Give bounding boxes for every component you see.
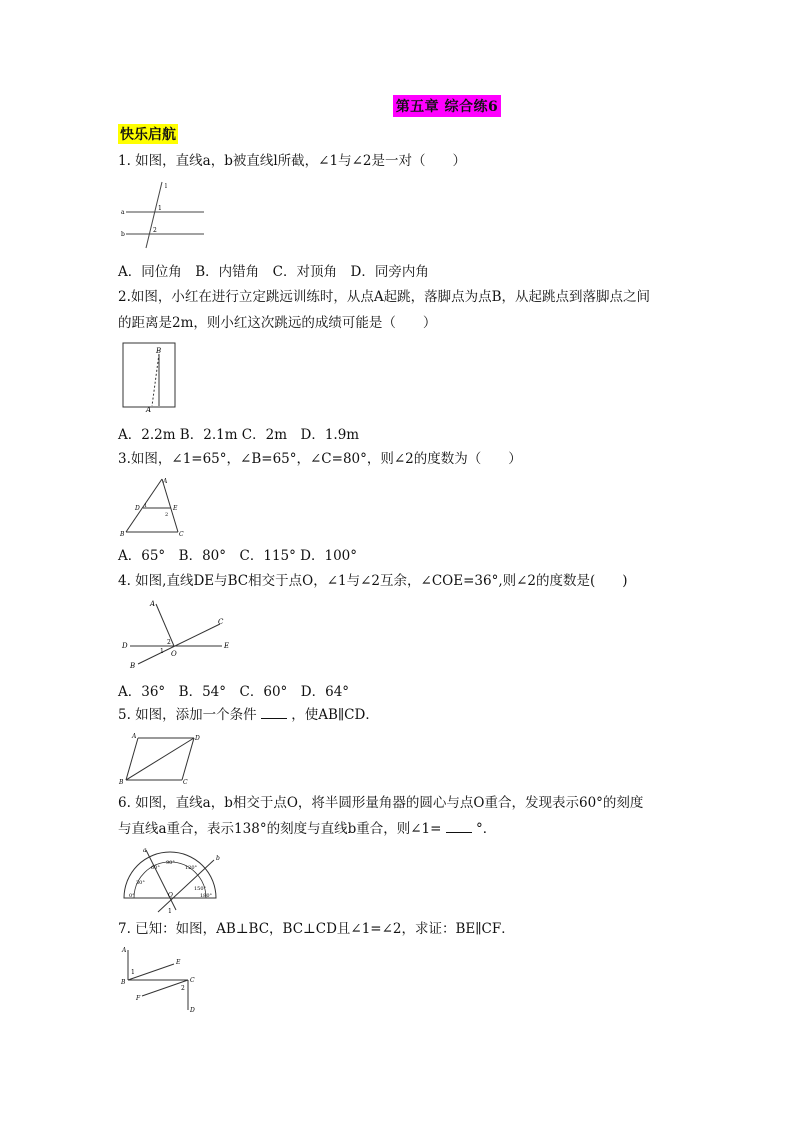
fig6-label-30: 30°: [136, 880, 145, 886]
question-6-stem-line2-pre: 与直线a重合，表示138°的刻度与直线b重合，则∠1=: [118, 821, 442, 837]
fig7-label-E: E: [176, 959, 181, 966]
question-5-blank[interactable]: [261, 706, 287, 719]
fig4-label-E: E: [224, 642, 230, 650]
question-4-options: A．36° B．54° C．60° D．64°: [118, 684, 350, 700]
fig5-label-C: C: [183, 779, 188, 786]
fig1-label-b: b: [121, 231, 125, 238]
question-5-stem: [118, 702, 678, 728]
fig5-label-D: D: [195, 735, 200, 742]
fig7-label-B: B: [121, 979, 126, 986]
question-4-figure: [118, 596, 238, 672]
fig6-label-b: b: [216, 855, 220, 862]
fig4-label-C: C: [218, 618, 224, 626]
fig7-label-D: D: [190, 1007, 195, 1014]
fig7-label-1: 1: [131, 969, 135, 976]
fig1-label-l: l: [165, 183, 167, 190]
question-6-stem-line2: [118, 816, 678, 842]
question-5-stem-post: ，使AB∥CD．: [291, 707, 379, 723]
fig5-label-B: B: [119, 779, 124, 786]
fig7-label-2: 2: [181, 985, 185, 992]
fig2-label-B: B: [156, 347, 162, 355]
fig1-label-a: a: [121, 209, 125, 216]
fig3-label-C: C: [179, 531, 184, 538]
question-7-figure: [118, 944, 208, 1016]
question-1-options: A．同位角 B．内错角 C．对顶角 D．同旁内角: [118, 264, 429, 280]
fig3-label-A: A: [163, 478, 168, 485]
fig6-label-180: 180°: [200, 893, 213, 899]
fig4-label-D: D: [122, 642, 128, 650]
question-6-blank[interactable]: [446, 820, 472, 833]
fig6-label-120: 120°: [185, 865, 198, 871]
question-4-stem: 4. 如图,直线DE与BC相交于点O，∠1与∠2互余，∠COE=36°,则∠2的度数是( ): [118, 573, 628, 589]
page-title: 第五章 综合练6: [393, 95, 502, 117]
question-5-figure: [118, 732, 204, 786]
fig6-label-150: 150°: [194, 886, 207, 892]
question-7-stem: 7. 已知：如图，AB⊥BC，BC⊥CD且∠1=∠2，求证：BE∥CF．: [118, 921, 515, 937]
question-2-stem-line1: 2.如图，小红在进行立定跳远训练时，从点A起跳，落脚点为点B，从起跳点到落脚点之间: [118, 289, 651, 305]
fig6-label-1: 1: [168, 908, 172, 915]
question-6-stem-line2-post: °．: [476, 821, 497, 837]
fig4-label-B: B: [130, 662, 136, 670]
fig1-label-2: 2: [153, 227, 157, 234]
fig6-label-90: 90°: [166, 860, 175, 866]
fig3-label-2: 2: [165, 512, 169, 518]
fig6-label-O: O: [168, 892, 173, 899]
question-1-figure: [118, 180, 208, 250]
fig4-label-1: 1: [160, 648, 164, 655]
fig2-label-A: A: [146, 406, 152, 414]
question-3-figure: [118, 476, 188, 538]
question-5-stem-pre: 5. 如图，添加一个条件: [118, 707, 257, 723]
fig1-label-1: 1: [158, 205, 162, 212]
section-heading: 快乐启航: [118, 124, 178, 144]
fig6-label-a: a: [143, 847, 147, 854]
question-2-stem-line2: 的距离是2m，则小红这次跳远的成绩可能是（ ）: [118, 315, 437, 331]
fig4-label-A: A: [150, 600, 156, 608]
question-6-figure: [118, 846, 226, 916]
fig3-label-E: E: [173, 505, 178, 512]
page-title-wrap: [0, 95, 794, 117]
question-3-stem: 3.如图，∠1=65°，∠B=65°，∠C=80°，则∠2的度数为（ ）: [118, 451, 522, 467]
fig7-label-C: C: [190, 977, 195, 984]
fig6-label-0: 0°: [129, 893, 135, 899]
fig5-label-A: A: [132, 733, 137, 740]
fig3-label-B: B: [120, 531, 125, 538]
fig7-label-F: F: [136, 995, 141, 1002]
question-1-stem: 1. 如图，直线a，b被直线l所截，∠1与∠2是一对（ ）: [118, 153, 466, 169]
fig4-label-O: O: [171, 650, 177, 658]
question-3-options: A．65° B．80° C．115° D．100°: [118, 548, 358, 564]
fig7-label-A: A: [122, 947, 127, 954]
fig3-label-D: D: [135, 505, 140, 512]
fig4-label-2: 2: [167, 639, 171, 646]
question-2-options: A．2.2m B．2.1m C．2m D．1.9m: [118, 427, 360, 443]
fig6-label-60: 60°: [151, 865, 160, 871]
fig3-label-1: 1: [144, 503, 148, 509]
question-6-stem-line1: 6. 如图，直线a，b相交于点O，将半圆形量角器的圆心与点O重合，发现表示60°的刻度: [118, 795, 644, 811]
question-2-figure: [122, 342, 178, 414]
